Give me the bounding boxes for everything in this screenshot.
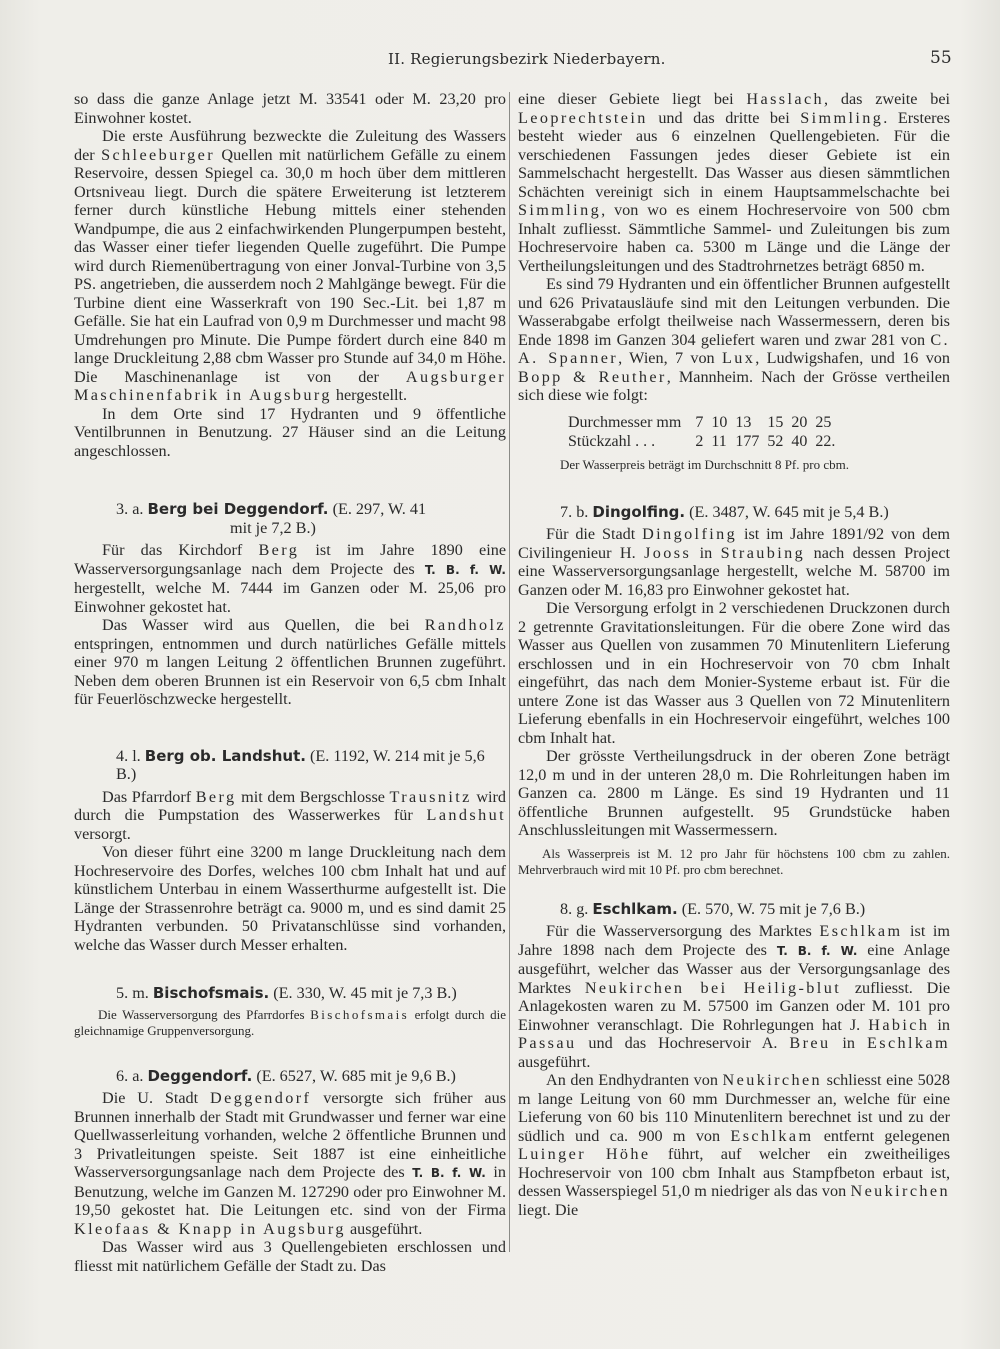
abbrev: T. B. f. W. (412, 1166, 486, 1180)
paragraph (518, 922, 950, 1071)
text-run: Das Pfarrdorf (102, 787, 196, 806)
text-run: , das zweite bei (824, 90, 951, 108)
text-run: erfolgt durch die gleichnamige Gruppenversorgung. (74, 1006, 506, 1038)
spaced-name: Straubing (720, 543, 806, 562)
paragraph (74, 1089, 506, 1238)
text-run: An den Endhydranten von (546, 1071, 723, 1089)
text-run: Es sind 79 Hydranten und ein öffentlicher Brunnen aufgestellt und 626 Privatausläufe sind mit den Leitungen verbunden. Die Wasserabgabe erfolgt theilweise nach Wassermessern, deren bis Ende 1898 im Ganzen 304 geliefert waren und zwar 281 von (518, 275, 950, 349)
spaced-name: Habich (868, 1015, 930, 1034)
text-run: versorgt. (74, 824, 131, 843)
text-run: ist im Jahre 1898 nach dem Projecte des (518, 922, 951, 959)
text-run: zufliesst. Die Anlagekosten waren zu M. 57500 im Ganzen oder M. 101 pro Einwohner veranschlagt. Die Rohrlegungen hat J. (518, 978, 951, 1034)
spaced-name: Eschlkam (730, 1126, 814, 1145)
paragraph: Das Wasser wird aus 3 Quellengebieten erschlossen und fliesst mit natürlichem Gefälle der Stadt zu. Das (74, 1238, 506, 1275)
spaced-name: Berg (195, 787, 237, 806)
section-title: Bischofsmais. (152, 984, 270, 1002)
paragraph: so dass die ganze Anlage jetzt M. 33541 oder M. 23,20 pro Einwohner kostet. (74, 90, 506, 127)
spaced-name: Neukirchen bei Heilig-blut (584, 978, 842, 997)
spaced-name: Neukirchen (722, 1071, 823, 1089)
spaced-name: Schleeburger (101, 145, 215, 164)
text-run: versorgte sich früher aus Brunnen innerhalb der Stadt mit Grundwasser und ferner war eine Quellwasserleitung vorhanden, welche 2 öffentliche Brunnen und 3 Privatleitungen speiste. Seit 1887 ist eine einheitliche Wasserversorgungsanlage nach dem Projecte des (74, 1089, 506, 1181)
spaced-name: Lux (721, 349, 756, 367)
section-number: 5. m. (116, 984, 149, 1002)
running-head: II. Regierungsbezirk Niederbayern. (388, 50, 666, 68)
table-cell: 22. (815, 432, 836, 450)
spaced-name: Bopp & Reuther (518, 367, 667, 386)
table-cell: 52 (767, 432, 784, 450)
paragraph (74, 127, 506, 405)
table-cell: 15 (767, 413, 784, 431)
spaced-name: Kleofaas & Knapp in Augsburg (74, 1219, 346, 1238)
section-number: 3. a. (116, 500, 144, 518)
section-title: Berg ob. Landshut. (144, 746, 306, 765)
abbrev: T. B. f. W. (776, 943, 858, 958)
spaced-name: Augsburger Maschinenfabrik in Augsburg (74, 367, 506, 404)
spaced-name: Berg (258, 541, 300, 559)
text-run: Für die Wasserversorgung des Marktes (546, 922, 820, 940)
table-cell: 10 (711, 413, 728, 431)
text-run: entfernt gelegenen (813, 1126, 950, 1145)
spaced-name: Luinger Höhe (518, 1145, 651, 1163)
paragraph: Der grösste Vertheilungsdruck in der oberen Zone beträgt 12,0 m und in der unteren 28,0 m. Die Rohrleitungen haben im Ganzen ca. 2800 m Länge. Es sind 19 Hydranten und 11 öffentliche Brunnen aufgestellt. 95 Grundstücke haben Anschlussleitungen mit Wassermessern. (518, 747, 950, 839)
section-heading (518, 900, 950, 919)
text-run: Die Wasserversorgung des Pfarrdorfes (98, 1006, 311, 1022)
spaced-name: C. A. Spanner (518, 330, 950, 367)
price-note: Als Wasserpreis ist M. 12 pro Jahr für höchstens 100 cbm zu zahlen. Mehrverbrauch wird mit 10 Pf. pro cbm berechnet. (518, 845, 950, 877)
text-run: ausgeführt. (345, 1219, 423, 1238)
table-cell: 177 (735, 432, 760, 450)
spaced-name: Breu (789, 1034, 831, 1052)
text-run: Für die Stadt (546, 525, 643, 543)
paragraph (74, 788, 506, 844)
text-run: Das Wasser wird aus Quellen, die bei (102, 616, 425, 634)
table-cell: 11 (711, 432, 727, 450)
text-run: liegt. Die (518, 1200, 579, 1219)
text-run: wird durch die Pumpstation des Wasserwerkes für (74, 787, 506, 824)
text-run: Die erste Ausführung bezweckte die Zuleitung des Wassers der (74, 127, 506, 164)
section-number: 6. a. (116, 1066, 144, 1085)
paragraph (518, 275, 950, 405)
text-run: Für das Kirchdorf (102, 541, 259, 559)
paragraph: Die Versorgung erfolgt in 2 verschiedenen Druckzonen durch 2 getrennte Gravitationsleitungen. Für die obere Zone wird das Wasser aus Quellen von zusammen 70 Minutenlitern Lieferung erschlossen und in ein Hochreservoir von 70 cbm Inhalt eingeführt, das nach dem Monier-Systeme erbaut ist. Für die untere Zone ist das Wasser aus 3 Quellen von 72 Minutenlitern Lieferung ebenfalls in ein Hochreservoir eingeführt, welches 100 cbm Inhalt hat. (518, 599, 950, 747)
section-meta: (E. 6527, W. 685 mit je 9,6 B.) (256, 1066, 456, 1085)
text-run: in (929, 1015, 951, 1034)
spaced-name: Eschlkam (866, 1034, 950, 1052)
text-run: hergestellt, welche M. 7444 im Ganzen oder M. 25,06 pro Einwohner gekostet hat. (74, 579, 506, 616)
table-cell: 7 (695, 413, 704, 431)
text-run: , Wien, 7 von (618, 349, 722, 367)
text-run: Die U. Stadt (102, 1089, 211, 1107)
table-row (568, 432, 843, 451)
text-run: ist im Jahre 1891/92 von dem Civilingenieur H. (518, 525, 950, 562)
text-run: , Mannheim. Nach der Grösse vertheilen sich diese wie folgt: (518, 367, 950, 404)
text-run: ist im Jahre 1890 eine Wasserversorgungsanlage nach dem Projecte des (74, 541, 506, 578)
paragraph: In dem Orte sind 17 Hydranten und 9 öffentliche Ventilbrunnen in Benutzung. 27 Häuser sind an die Leitung angeschlossen. (74, 404, 506, 460)
text-run: ausgeführt. (518, 1052, 591, 1071)
spaced-name: Dingolfing (642, 525, 738, 543)
spaced-name: Randholz (424, 616, 506, 634)
size-distribution-table (568, 413, 843, 451)
section-number: 4. l. (116, 746, 141, 765)
page-number: 55 (930, 48, 952, 68)
paragraph: Von dieser führt eine 3200 m lange Druckleitung nach dem Hochreservoire des Dorfes, welches 100 cbm Inhalt hat und auf künstlichem Unterbau in einem Wasserthurme aufgestellt ist. Die Länge der Strassenrohre beträgt ca. 9000 m, und es sind damit 25 Hydranten verbunden. 50 Privatanschlüsse sind vorhanden, welche das Wasser durch Messer erhalten. (74, 843, 506, 954)
text-run: , von wo es einem Hochreservoire von 500 cbm Inhalt zufliesst. Sämmtliche Sammel- und Zuleitungen bis zum Hochreservoire haben ca. 5300 m Länge und die Länge der Vertheilungsleitungen und des Stadtrohrnetzes beträgt 6850 m. (518, 201, 950, 275)
paragraph (518, 1071, 950, 1219)
text-run: und das Hochreservoir A. (576, 1034, 790, 1052)
text-run: Quellen mit natürlichem Gefälle zu einem Reservoire, dessen Spiegel ca. 30,0 m hoch über dem mittleren Ortsniveau liegt. Durch die spätere Erweiterung ist letzterem ferner durch künstliche Hebung mittels einer stehenden Wandpumpe, die aus 2 einfachwirkenden Plungerpumpen besteht, das Wasser einer tiefer liegenden Quelle zugeführt. Die Pumpe wird durch Riemenübertragung von einer Jonval-Turbine von 3,5 PS. angetrieben, die ausserdem noch 2 Mahlgänge bewegt. Für die Turbine dient eine Wasserkraft von 190 Sec.-Lit. bei 1,87 m Gefälle. Sie hat ein Laufrad von 0,9 m Durchmesser und macht 98 Umdrehungen pro Minute. Die Pumpe fördert durch eine 840 m lange Druckleitung 2,88 cbm Wasser pro Stunde auf 34,0 m Höhe. Die Maschinenanlage ist von der (74, 145, 506, 386)
spaced-name: Jooss (644, 543, 692, 562)
section-title: Berg bei Deggendorf. (147, 500, 329, 518)
row-label: Stückzahl . . . (568, 432, 656, 450)
paragraph (74, 541, 506, 616)
paragraph (74, 616, 506, 709)
spaced-name: Simmling (800, 108, 884, 127)
spaced-name: Deggendorf (210, 1089, 312, 1107)
text-run: in (691, 543, 721, 562)
section-meta: (E. 3487, W. 645 mit je 5,4 B.) (689, 502, 889, 521)
text-run: hergestellt. (331, 386, 408, 404)
spaced-name: Landshut (426, 806, 506, 824)
spaced-name: Eschlkam (819, 922, 903, 940)
table-cell: 13 (735, 413, 752, 431)
note-paragraph (74, 1007, 506, 1039)
text-run: und das dritte bei (647, 108, 801, 127)
section-heading (74, 747, 506, 784)
table-cell: 20 (791, 413, 808, 431)
text-run: nach dessen Project eine Wasserversorgungsanlage hergestellt, welche M. 58700 im Ganzen oder M. 16,83 pro Einwohner gekostet hat. (518, 543, 951, 599)
section-meta-cont: mit je 7,2 B.) (230, 518, 316, 537)
text-run: . Ersteres besteht wieder aus 6 einzelnen Quellengebieten. Für die verschiedenen Fassungen jedes dieser Gebiete ist ein Sammelschacht hergestellt. Das Wasser aus diesen sämmtlichen Schächten vereinigt sich in einem Hauptsammelschachte bei (518, 108, 951, 201)
text-run: eine dieser Gebiete liegt bei (518, 90, 747, 108)
section-meta: (E. 1192, W. 214 mit je 5,6 B.) (116, 746, 485, 783)
table-row (568, 413, 843, 432)
spaced-name: Leoprechtstein (518, 108, 648, 127)
spaced-name: Hasslach (746, 90, 825, 108)
text-run: in (830, 1034, 867, 1052)
text-run: führt, auf welcher ein zweitheiliges Hochreservoir von 100 cbm Inhalt aus Stampfbeton erbaut ist, dessen Wasserspiegel 51,0 m niedriger als das von (518, 1145, 951, 1200)
section-title: Deggendorf. (147, 1066, 253, 1085)
section-number: 8. g. (560, 899, 589, 918)
text-run: in Benutzung, welche im Ganzen M. 127290 oder pro Einwohner M. 19,50 gekostet hat. Die Leitungen etc. sind von der Firma (74, 1163, 506, 1219)
spaced-name: Simmling (518, 201, 602, 219)
spaced-name: Passau (518, 1034, 577, 1052)
section-meta: (E. 330, W. 45 mit je 7,3 B.) (273, 984, 457, 1002)
abbrev: T. B. f. W. (424, 562, 506, 577)
section-meta: (E. 297, W. 41 (332, 500, 427, 518)
section-title: Eschlkam. (592, 899, 678, 918)
section-heading (74, 984, 506, 1003)
spaced-name: Trausnitz (389, 787, 472, 806)
row-label: Durchmesser mm (568, 413, 682, 431)
section-meta: (E. 570, W. 75 mit je 7,6 B.) (681, 899, 866, 918)
left-column (74, 90, 506, 1275)
text-run: , Ludwigshafen, und 16 von (755, 349, 950, 367)
table-cell: 2 (695, 432, 704, 450)
text-run: schliesst eine 5028 m lange Leitung von 60 mm Durchmesser an, welche für eine Lieferung von 60 bis 110 Minutenlitern berechnet ist und zu der südlich und ca. 900 m von (518, 1071, 950, 1145)
spaced-name: Neukirchen (850, 1182, 950, 1200)
text-run: mit dem Bergschlosse (236, 787, 390, 806)
section-heading (74, 500, 506, 537)
text-run: eine Anlage ausgeführt, welcher das Wasser aus der Versorgungsanlage des Marktes (518, 940, 950, 997)
column-rule (509, 92, 510, 1252)
price-note: Der Wasserpreis beträgt im Durchschnitt 8 Pf. pro cbm. (560, 456, 849, 472)
spaced-name: Bischofsmais (310, 1006, 410, 1022)
section-number: 7. b. (560, 502, 589, 521)
table-cell: 40 (791, 432, 808, 450)
text-run: entspringen, entnommen und durch natürliches Gefälle mittels einer 970 m langen Leitung 2 öffentlichen Brunnen zugeführt. Neben dem oberen Brunnen ist ein Reservoir von 6,5 cbm Inhalt für Feuerlöschzwecke hergestellt. (74, 634, 506, 708)
right-column (518, 90, 950, 1219)
paragraph (518, 525, 950, 599)
section-title: Dingolfing. (592, 502, 686, 521)
table-cell: 25 (815, 413, 832, 431)
section-heading (518, 503, 950, 522)
section-heading (74, 1067, 506, 1086)
paragraph (518, 90, 950, 275)
